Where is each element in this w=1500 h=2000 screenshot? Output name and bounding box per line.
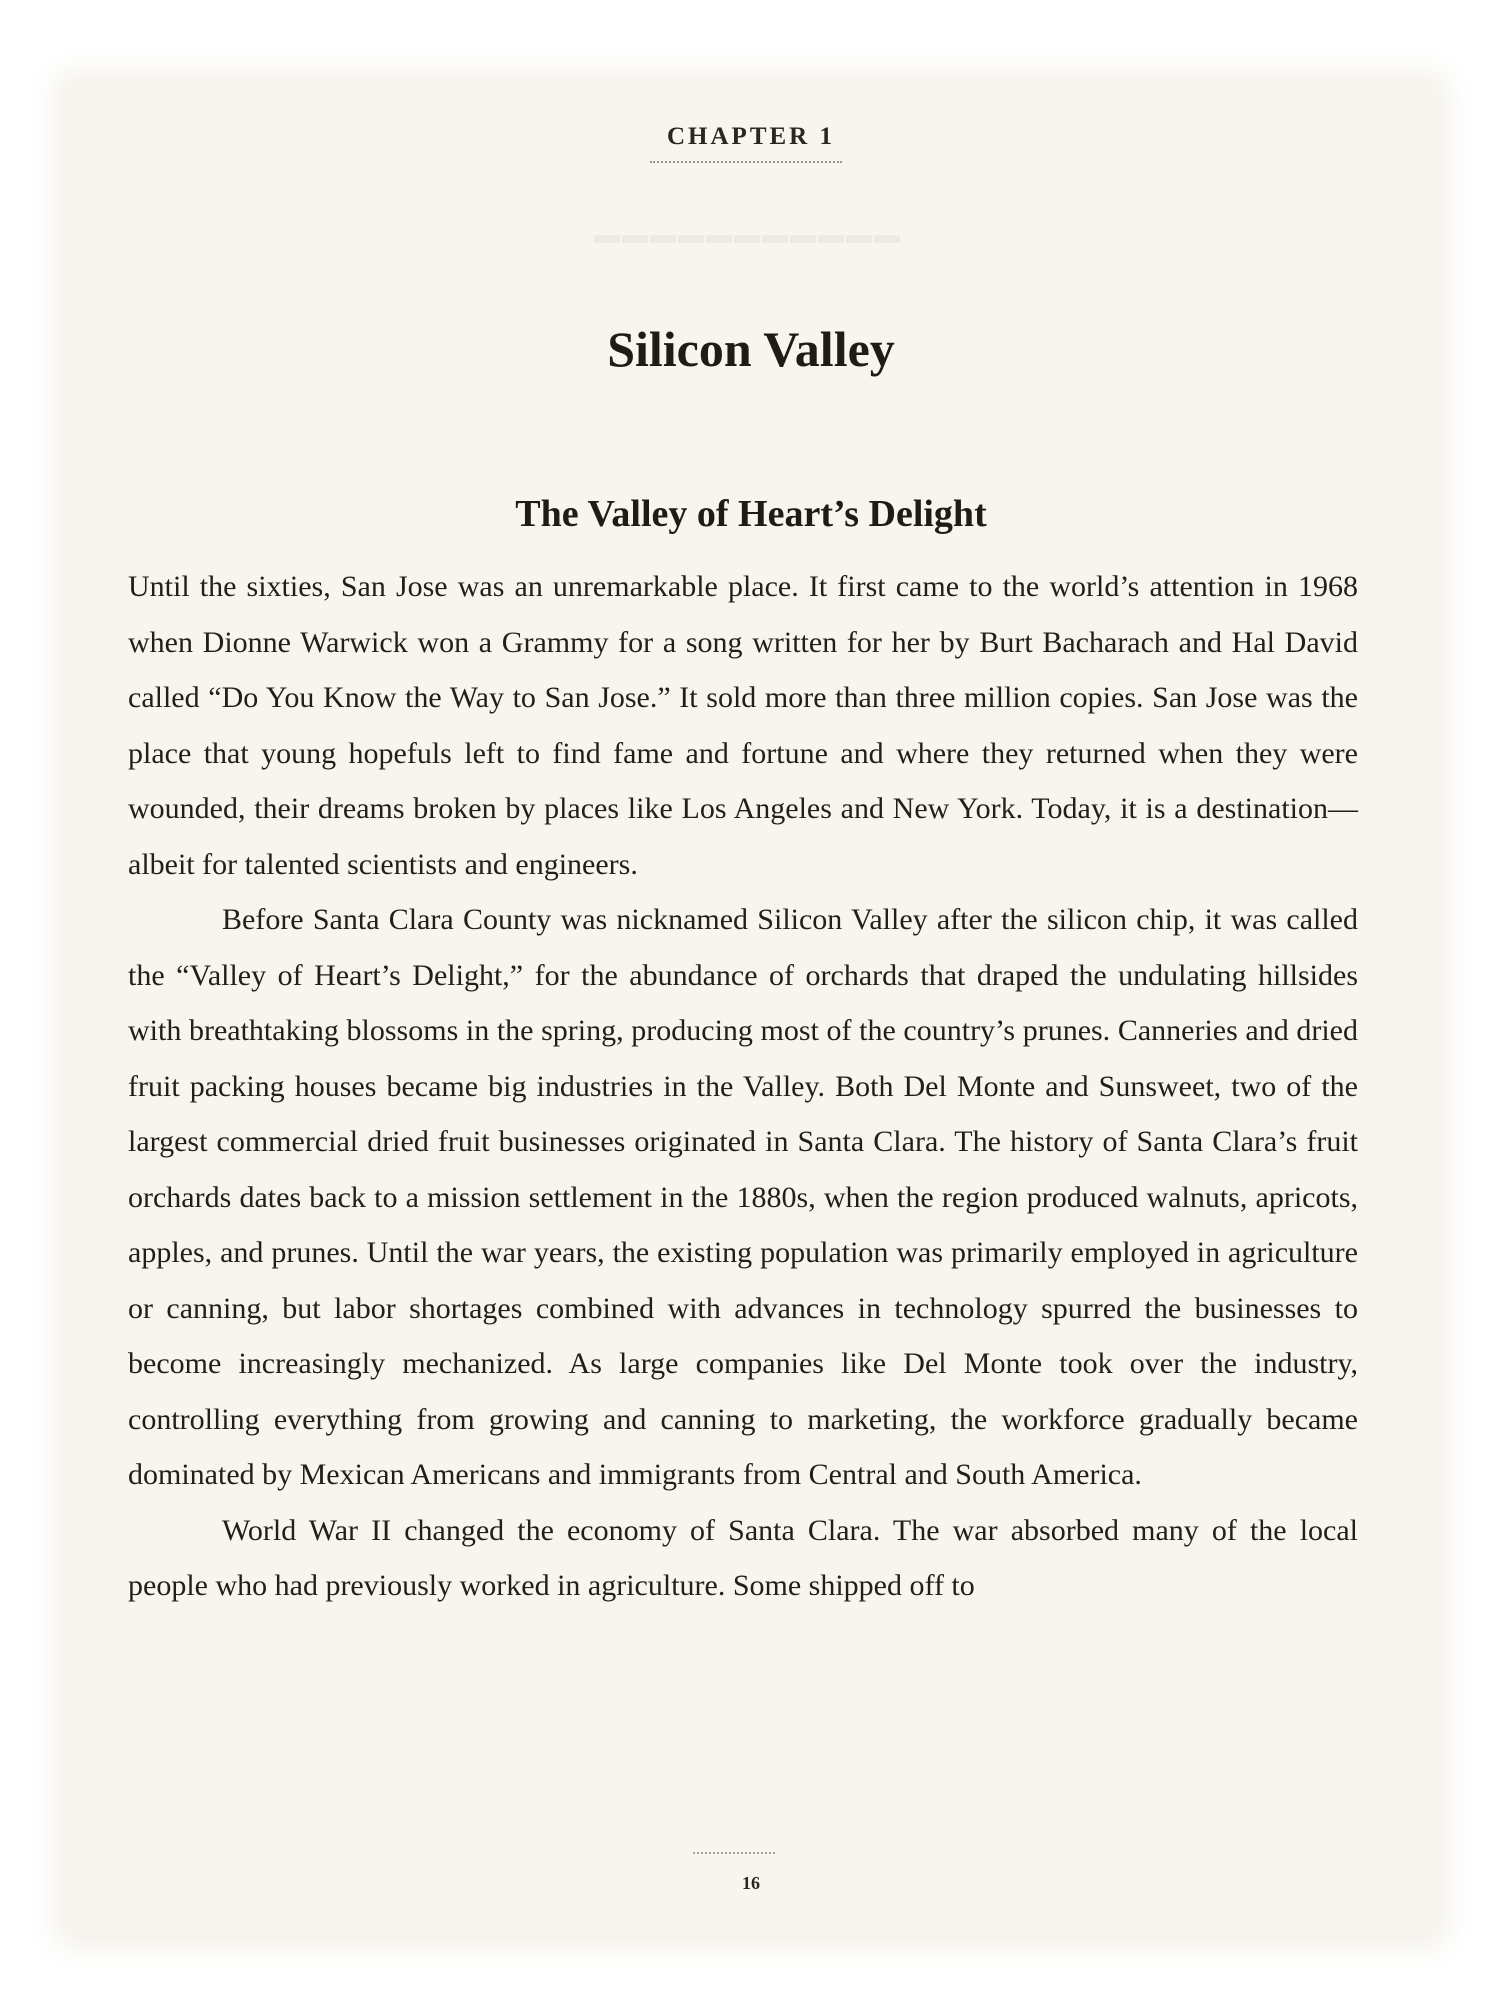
paragraph-1: Until the sixties, San Jose was an unremarkable place. It first came to the world’s attention in 1968 when Dionne Warwick won a Grammy for a song written for her by Burt Bacharach and Hal David called “Do You Know the Way to San Jose.” It sold more than three million copies. San Jose was the place that young hopefuls left to find fame and fortune and where they returned when they were wounded, their dreams broken by places like Los Angeles and New York. Today, it is a destination—albeit for talented scientists and engineers. (128, 570, 1358, 881)
chapter-label: CHAPTER 1 (667, 123, 835, 150)
page-number: 16 (742, 1873, 760, 1893)
book-page (68, 85, 1434, 1935)
footer-divider (693, 1852, 775, 1854)
chapter-divider (650, 161, 842, 163)
bleed-through-shadow: ▬▬▬▬▬▬▬▬▬▬▬ (594, 220, 902, 249)
paragraph-2: Before Santa Clara County was nicknamed Silicon Valley after the silicon chip, it was called the “Valley of Heart’s Delight,” for the abundance of orchards that draped the undulating hillsides with breathtaking blossoms in the spring, producing most of the country’s prunes. Canneries and dried fruit packing houses became big industries in the Valley. Both Del Monte and Sunsweet, two of the largest commercial dried fruit businesses originated in Santa Clara. The history of Santa Clara’s fruit orchards dates back to a mission settlement in the 1880s, when the region produced walnuts, apricots, apples, and prunes. Until the war years, the existing population was primarily employed in agriculture or canning, but labor shortages combined with advances in technology spurred the businesses to become increasingly mechanized. As large companies like Del Monte took over the industry, controlling everything from growing and canning to marketing, the workforce gradually became dominated by Mexican Americans and immigrants from Central and South America. (128, 903, 1358, 1491)
section-heading: The Valley of Heart’s Delight (515, 493, 987, 535)
paragraph-3: World War II changed the economy of Santa Clara. The war absorbed many of the local people who had previously worked in agriculture. Some shipped off to (128, 1513, 1358, 1602)
chapter-title: Silicon Valley (607, 321, 895, 377)
body-text (128, 559, 1358, 1614)
